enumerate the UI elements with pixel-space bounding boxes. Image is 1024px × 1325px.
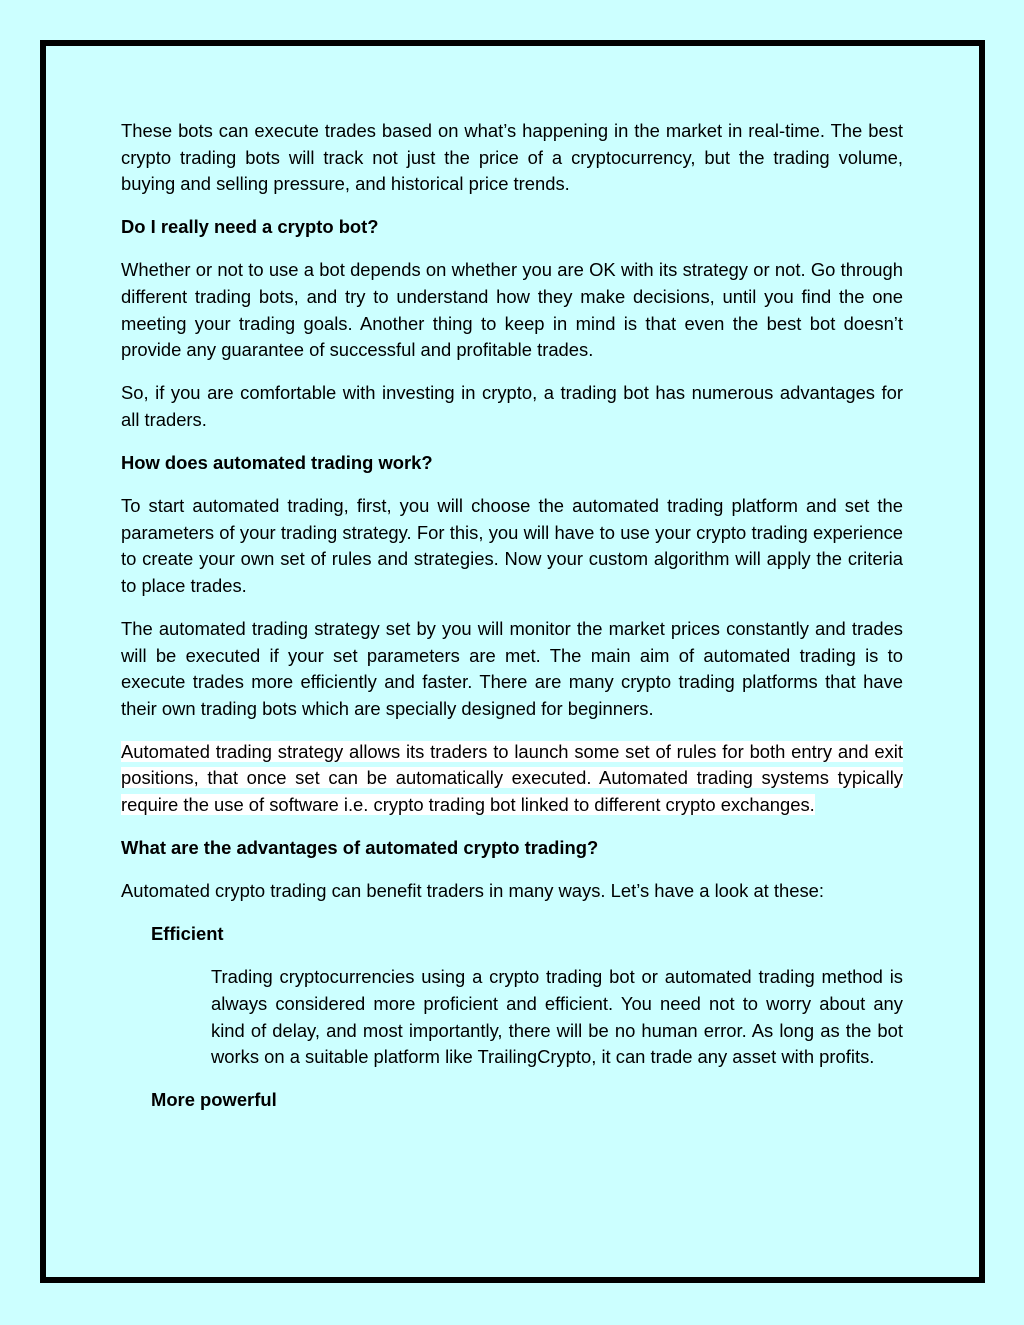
paragraph-benefits-intro: Automated crypto trading can benefit traders in many ways. Let’s have a look at these: (121, 880, 824, 902)
subheading-efficient: Efficient (151, 923, 224, 945)
paragraph-start-automated: To start automated trading, first, you will choose the automated trading platform and set the parameters of your trading strategy. For this, you will have to use your crypto trading experience to create your own set of rules and strategies. Now your custom algorithm will apply the criteria to place trades. (121, 495, 903, 596)
subheading-more-powerful: More powerful (151, 1089, 277, 1111)
paragraph-use-bot: Whether or not to use a bot depends on whether you are OK with its strategy or not. Go through different trading bots, and try to understand how they make decisions, until you find the one meeting your trading goals. Another thing to keep in mind is that even the best bot doesn’t provide any guarantee of successful and profitable trades. (121, 259, 903, 361)
heading-advantages: What are the advantages of automated crypto trading? (121, 837, 599, 859)
heading-need-bot: Do I really need a crypto bot? (121, 216, 379, 238)
paragraph-highlighted-strategy (121, 739, 903, 819)
highlighted-text: Automated trading strategy allows its traders to launch some set of rules for both entry and exit positions, that once set can be automatically executed. Automated trading systems typically require the use of software i.e. crypto trading bot linked to different crypto exchanges. (121, 740, 903, 815)
heading-how-automated-works: How does automated trading work? (121, 451, 433, 473)
paragraph-bots-intro: These bots can execute trades based on what’s happening in the market in real-time. The best crypto trading bots will track not just the price of a cryptocurrency, but the trading volume, buying and selling pressure, and historical price trends. (121, 120, 903, 195)
document-body (121, 118, 903, 1130)
paragraph-advantages-summary: So, if you are comfortable with investing in crypto, a trading bot has numerous advantages for all traders. (121, 382, 903, 430)
paragraph-efficient-detail: Trading cryptocurrencies using a crypto trading bot or automated trading method is always considered more proficient and efficient. You need not to worry about any kind of delay, and most importantly, there will be no human error. As long as the bot works on a suitable platform like TrailingCrypto, it can trade any asset with profits. (211, 966, 903, 1068)
paragraph-strategy-monitor: The automated trading strategy set by you will monitor the market prices constantly and trades will be executed if your set parameters are met. The main aim of automated trading is to execute trades more efficiently and faster. There are many crypto trading platforms that have their own trading bots which are specially designed for beginners. (121, 617, 903, 719)
